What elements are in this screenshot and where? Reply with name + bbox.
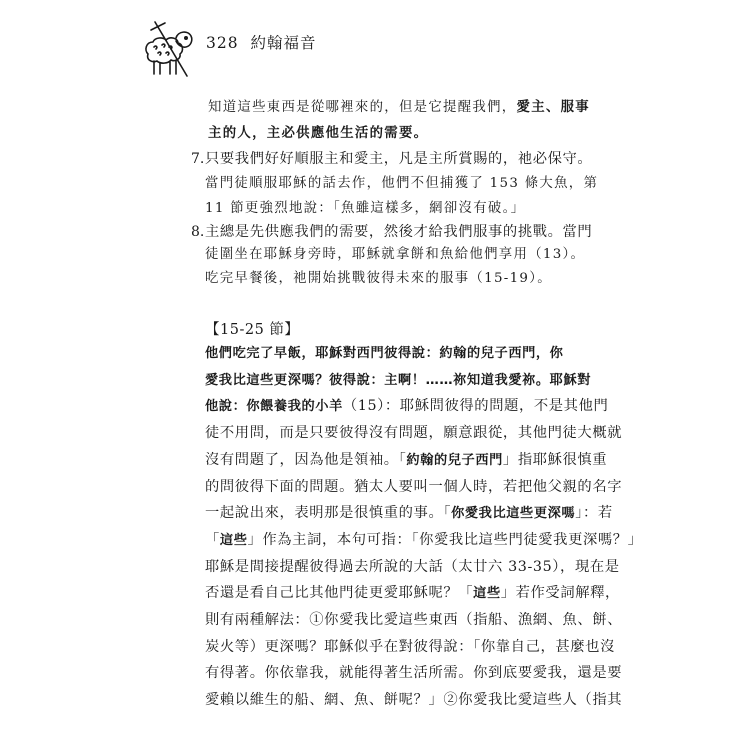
text-span: 徒不用問，而是只要彼得沒有問題，願意跟從，其他門徒大概就 — [205, 425, 623, 442]
text-span: 耶穌是間接提醒彼得過去所說的大話（太廿六 33-35），現在是 — [205, 558, 620, 575]
text-span: 一起說出來，表明那是很慎重的事。「 — [205, 505, 452, 522]
text-span: 愛賴以維生的船、網、魚、餅呢？」②你愛我比愛這些人（指其 — [205, 692, 623, 709]
commentary-line — [205, 423, 622, 443]
text-line: 主的人，主必供應他生活的需要。 — [208, 125, 429, 141]
commentary-line — [205, 637, 615, 657]
text-span: 」：若 — [575, 505, 613, 522]
commentary-line — [205, 583, 620, 604]
text-line: 吃完早餐後，祂開始挑戰彼得未來的服事（15-19）。 — [205, 271, 552, 286]
commentary-line — [205, 610, 622, 630]
commentary-line — [205, 530, 643, 551]
text-span: 」若作受詞解釋， — [500, 585, 620, 602]
commentary-line — [205, 396, 608, 417]
text-span: 「 — [205, 531, 220, 548]
commentary-line — [205, 663, 622, 683]
text-span: 」指耶穌很慎重 — [502, 451, 608, 468]
text-span: 沒有問題了，因為他是領袖。「 — [205, 451, 407, 468]
text-line: 徒圍坐在耶穌身旁時，耶穌就拿餅和魚給他們享用（13）。 — [205, 247, 586, 262]
lamb-with-cross-icon — [140, 20, 200, 78]
bold-text: 約翰的兒子西門 — [406, 452, 503, 468]
item-lead: 只要我們好好順服主和愛主，凡是主所賞賜的，祂必保守。 — [205, 151, 593, 167]
bold-text: 這些 — [473, 586, 501, 602]
commentary-line — [205, 690, 622, 710]
bold-text: 他們吃完了早飯，耶穌對西門彼得說：約翰的兒子西門，你 — [205, 346, 564, 361]
text-line: 11 節更強烈地說：「魚雖這樣多，網卻沒有破。」 — [205, 201, 526, 216]
text-span: 則有兩種解法：①你愛我比愛這些東西（指船、漁網、魚、餅、 — [205, 612, 623, 628]
text-span: 有得著。你依靠我，就能得著生活所需。你到底要愛我，還是要 — [205, 665, 623, 682]
section-heading: 【15-25 節】 — [205, 322, 300, 338]
bold-text: 這些 — [219, 532, 248, 548]
bold-text: 愛我比這些更深嗎？彼得說：主啊！……祢知道我愛祢。耶穌對 — [205, 372, 592, 388]
page-number: 328 — [206, 34, 239, 52]
commentary-line — [205, 370, 591, 391]
text-span: 」作為主詞，本句可指：「你愛我比這些門徒愛我更深嗎？」 — [247, 531, 643, 548]
commentary-line — [205, 450, 607, 471]
text-span: 的問彼得下面的問題。猶太人要叫一個人時，若把他父親的名字 — [205, 478, 623, 495]
text-line: 當門徒順服耶穌的話去作，他們不但捕獲了 153 條大魚，第 — [205, 176, 599, 191]
commentary-line — [205, 343, 563, 364]
text-span: 炭火等）更深嗎？耶穌似乎在對彼得說：「你靠自己，甚麼也沒 — [205, 638, 615, 655]
book-title: 約翰福音 — [250, 34, 317, 52]
text-line: 知道這些東西是從哪裡來的，但是它提醒我們，愛主、服事 — [208, 99, 590, 115]
commentary-line — [205, 503, 613, 524]
item-number: 7. — [191, 151, 205, 167]
running-head — [206, 31, 317, 53]
text-span: （15）：耶穌問彼得的問題，不是其他門 — [342, 398, 609, 415]
commentary-line — [205, 557, 620, 577]
bold-text: 你愛我比這些更深嗎 — [451, 506, 576, 522]
bold-text: 他說：你餵養我的小羊 — [205, 399, 343, 415]
item-number: 8. — [191, 224, 205, 240]
commentary-line — [205, 477, 622, 497]
text-span: 否還是看自己比其他門徒更愛耶穌呢？「 — [205, 585, 474, 602]
item-lead: 主總是先供應我們的需要，然後才給我們服事的挑戰。當門 — [205, 224, 593, 240]
